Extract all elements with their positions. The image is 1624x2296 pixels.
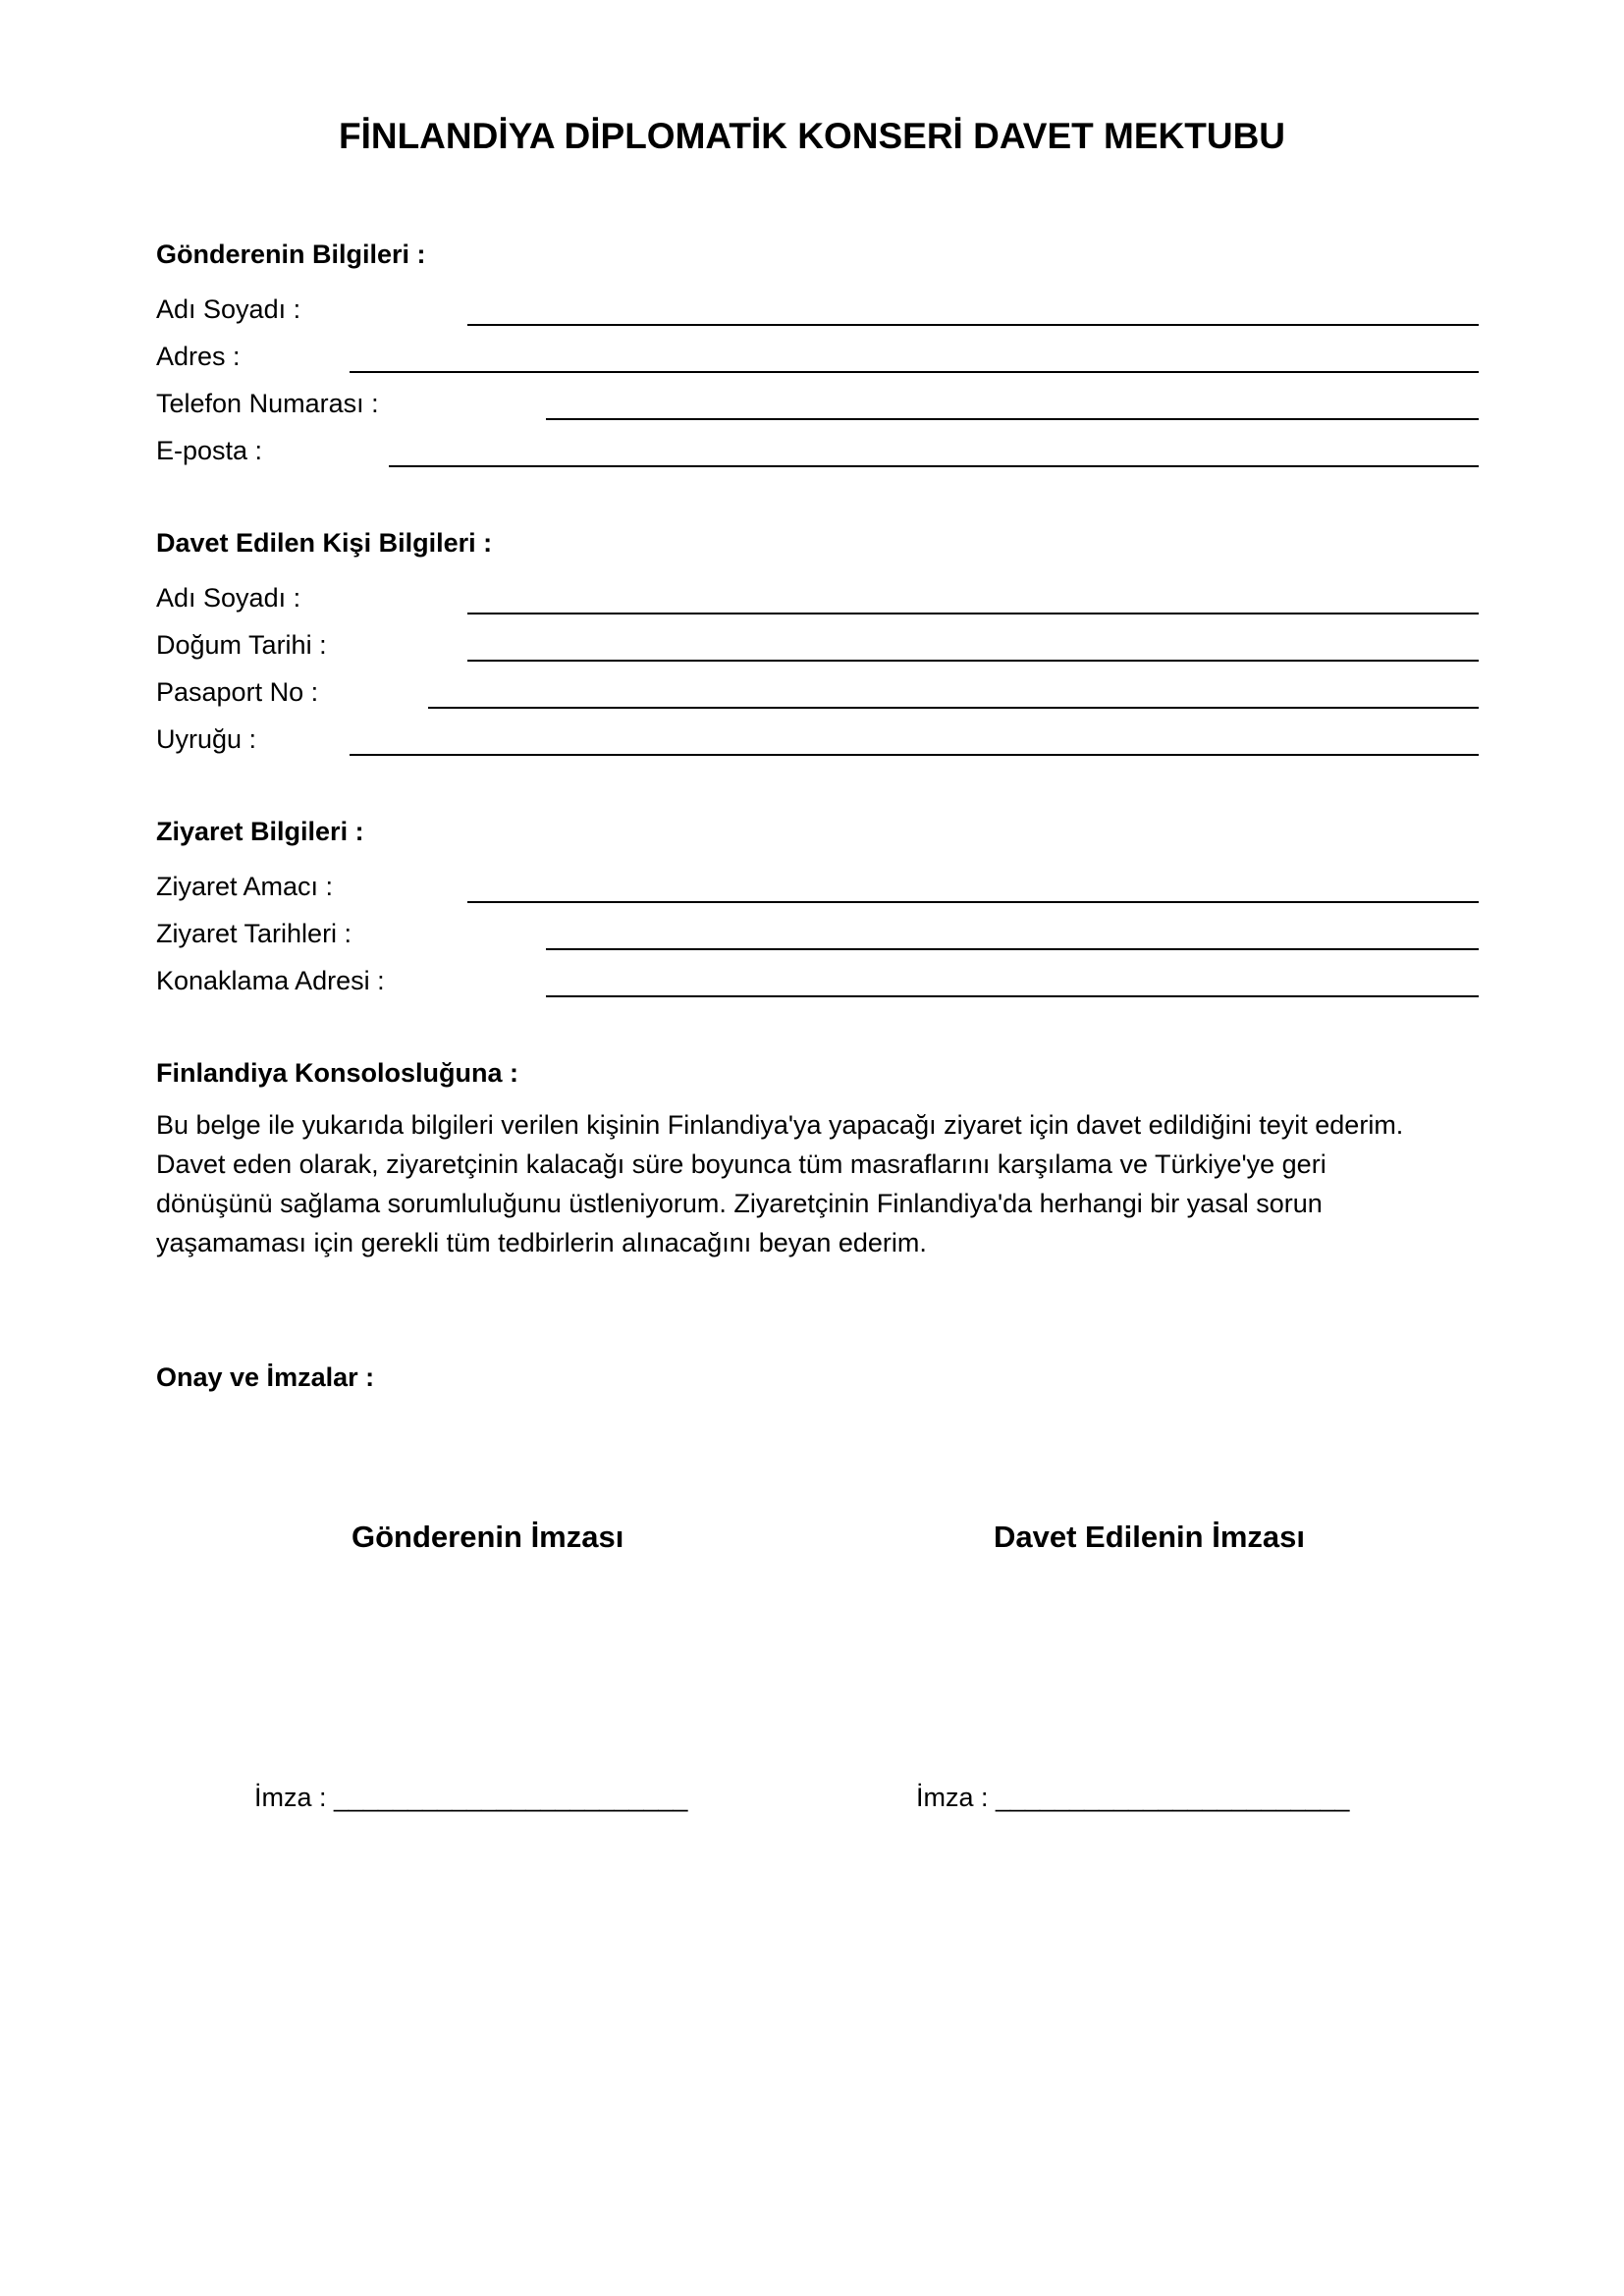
invitee-passport-label: Pasaport No : bbox=[156, 677, 319, 707]
declaration-line: Bu belge ile yukarıda bilgileri verilen kişinin Finlandiya'ya yapacağı ziyaret için davet edildiğini teyit ederim. bbox=[156, 1110, 1404, 1140]
sender-signature-title: Gönderenin İmzası bbox=[352, 1520, 624, 1554]
invitee-nationality-line[interactable] bbox=[350, 754, 1479, 756]
visit-section-heading: Ziyaret Bilgileri : bbox=[156, 817, 364, 846]
sender-email-label: E-posta : bbox=[156, 436, 263, 465]
invitee-birth-date-line[interactable] bbox=[467, 660, 1479, 662]
declaration-line: dönüşünü sağlama sorumluluğunu üstleniyorum. Ziyaretçinin Finlandiya'da herhangi bir yasal sorun bbox=[156, 1189, 1323, 1218]
sender-name-label: Adı Soyadı : bbox=[156, 294, 301, 324]
invitee-passport-line[interactable] bbox=[428, 707, 1479, 709]
consulate-section-heading: Finlandiya Konsolosluğuna : bbox=[156, 1058, 519, 1088]
visit-purpose-label: Ziyaret Amacı : bbox=[156, 872, 334, 901]
sender-signature-field[interactable]: İmza : ________________________ bbox=[254, 1783, 688, 1812]
sender-section-heading: Gönderenin Bilgileri : bbox=[156, 240, 426, 269]
visit-dates-line[interactable] bbox=[546, 948, 1479, 950]
declaration-line: Davet eden olarak, ziyaretçinin kalacağı süre boyunca tüm masraflarını karşılama ve Türkiye'ye geri bbox=[156, 1149, 1326, 1179]
sender-phone-label: Telefon Numarası : bbox=[156, 389, 379, 418]
invitee-name-line[interactable] bbox=[467, 613, 1479, 614]
declaration-line: yaşamaması için gerekli tüm tedbirlerin alınacağını beyan ederim. bbox=[156, 1228, 927, 1257]
invitee-signature-field[interactable]: İmza : ________________________ bbox=[916, 1783, 1350, 1812]
document-title: FİNLANDİYA DİPLOMATİK KONSERİ DAVET MEKTUBU bbox=[338, 116, 1286, 156]
sender-address-label: Adres : bbox=[156, 342, 241, 371]
sender-name-line[interactable] bbox=[467, 324, 1479, 326]
visit-dates-label: Ziyaret Tarihleri : bbox=[156, 919, 352, 948]
visit-accommodation-label: Konaklama Adresi : bbox=[156, 966, 385, 995]
visit-purpose-line[interactable] bbox=[467, 901, 1479, 903]
sender-phone-line[interactable] bbox=[546, 418, 1479, 420]
invitee-signature-title: Davet Edilenin İmzası bbox=[994, 1520, 1305, 1554]
declaration-paragraph bbox=[156, 1105, 1491, 1262]
sender-address-line[interactable] bbox=[350, 371, 1479, 373]
approval-section-heading: Onay ve İmzalar : bbox=[156, 1362, 375, 1392]
invitee-section-heading: Davet Edilen Kişi Bilgileri : bbox=[156, 528, 493, 558]
visit-accommodation-line[interactable] bbox=[546, 995, 1479, 997]
invitee-birth-date-label: Doğum Tarihi : bbox=[156, 630, 327, 660]
sender-email-line[interactable] bbox=[389, 465, 1479, 467]
invitee-name-label: Adı Soyadı : bbox=[156, 583, 301, 613]
invitee-nationality-label: Uyruğu : bbox=[156, 724, 257, 754]
